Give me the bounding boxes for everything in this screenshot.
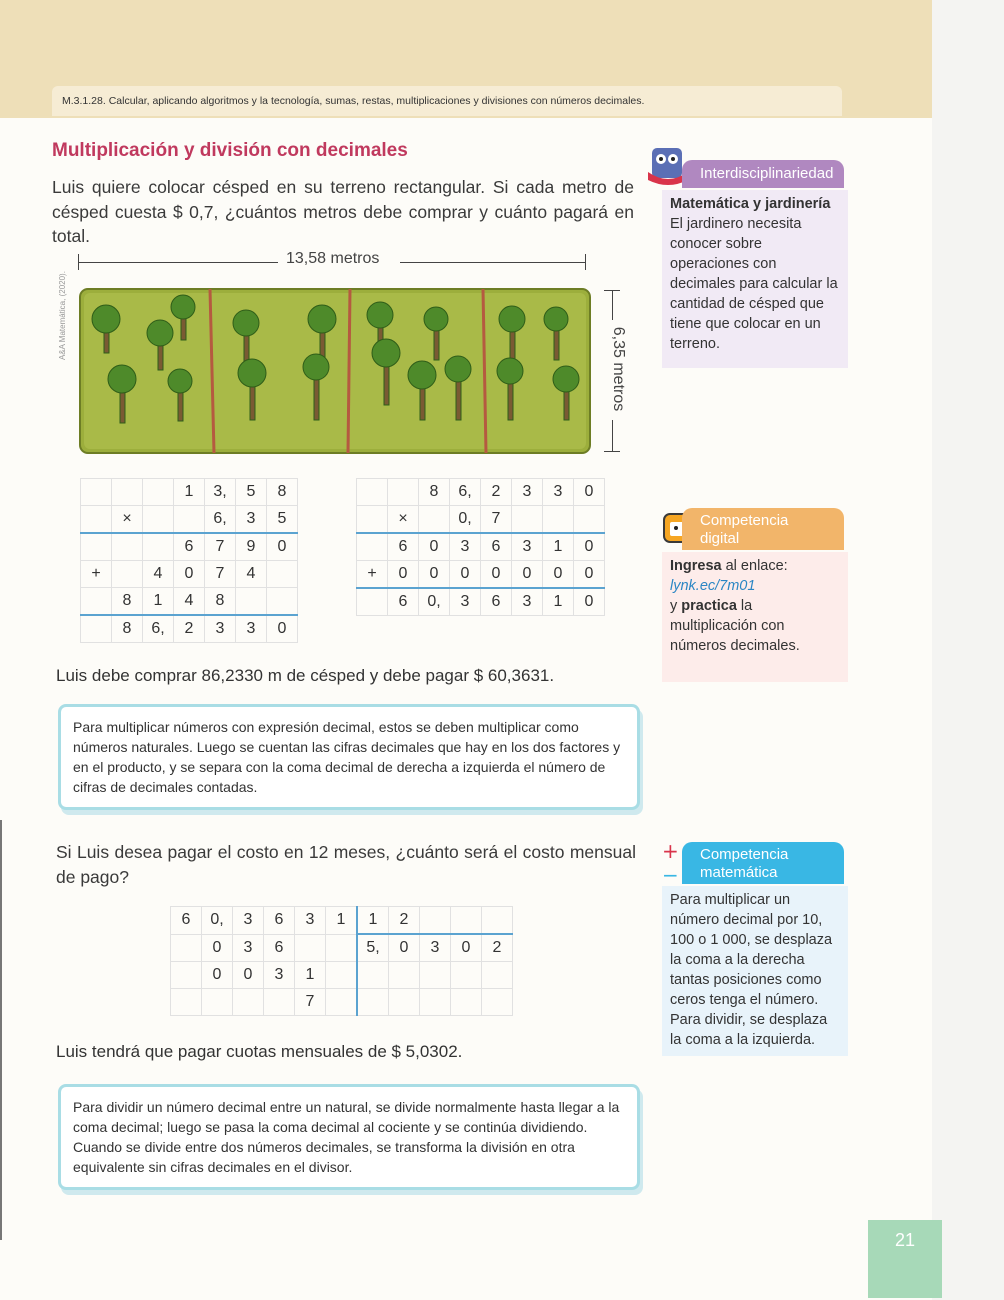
grid-cell: 0 [574, 479, 605, 506]
interdisciplinariedad-box [662, 160, 848, 370]
grid-cell: 1 [543, 588, 574, 616]
grid-cell: 6 [481, 533, 512, 561]
grid-cell [81, 479, 112, 506]
grid-cell: 3 [233, 907, 264, 935]
grid-cell: 0 [574, 588, 605, 616]
grid-cell [171, 989, 202, 1016]
grid-cell: 8 [205, 588, 236, 616]
grid-cell [482, 907, 513, 935]
grid-cell: 2 [174, 615, 205, 643]
grid-cell: 3 [236, 615, 267, 643]
grid-cell: 0 [174, 561, 205, 588]
competencia-matematica-body [662, 886, 848, 1056]
height-dimension [598, 290, 628, 452]
grid-row [81, 588, 298, 616]
grid-cell: 6 [264, 907, 295, 935]
grid-row [357, 533, 605, 561]
grid-cell: 5, [357, 934, 389, 962]
grid-cell [171, 934, 202, 962]
grid-cell [451, 989, 482, 1016]
grid-cell [543, 506, 574, 534]
grid-cell [295, 934, 326, 962]
grid-cell: 0 [574, 533, 605, 561]
page-number: 21 [868, 1220, 942, 1298]
problem-statement-2: Si Luis desea pagar el costo en 12 meses, ¿cuánto será el costo mensual de pago? [56, 842, 636, 887]
grid-cell: 3 [512, 533, 543, 561]
grid-cell [202, 989, 233, 1016]
grid-cell: 1 [357, 907, 389, 935]
competencia-digital-tag-line2: digital [700, 530, 740, 547]
grid-cell: + [81, 561, 112, 588]
grid-cell [357, 479, 388, 506]
grid-cell [419, 506, 450, 534]
problem-statement-1: Luis quiere colocar césped en su terreno rectangular. Si cada metro de césped cuesta $ 0,7, ¿cuántos metros debe comprar y cuánto pagará en total. [52, 177, 634, 246]
grid-row [171, 989, 513, 1016]
competencia-matematica-box [662, 839, 848, 1056]
multiplication-2 [356, 478, 605, 616]
grid-cell [482, 962, 513, 989]
grid-cell: 1 [295, 962, 326, 989]
grid-cell: 7 [481, 506, 512, 534]
grid-cell [326, 962, 358, 989]
width-label: 13,58 metros [286, 250, 380, 267]
grid-cell: 4 [174, 588, 205, 616]
grid-cell [143, 533, 174, 561]
grid-cell [388, 479, 419, 506]
result-1: Luis debe comprar 86,2330 m de césped y debe pagar $ 60,3631. [56, 666, 555, 685]
grid-cell: 0 [389, 934, 420, 962]
grid-cell: 0 [267, 533, 298, 561]
grid-cell: 6 [174, 533, 205, 561]
grid-cell [233, 989, 264, 1016]
grid-cell: 6 [388, 533, 419, 561]
width-dimension [78, 252, 586, 272]
grid-cell [267, 561, 298, 588]
grid-cell: 2 [482, 934, 513, 962]
grid-cell: 0, [450, 506, 481, 534]
grid-cell [264, 989, 295, 1016]
y-label: y [670, 598, 682, 614]
grid-cell: 3 [420, 934, 451, 962]
grid-cell: 0 [574, 561, 605, 589]
grid-cell: 4 [143, 561, 174, 588]
grid-cell: 6 [264, 934, 295, 962]
grid-cell [451, 962, 482, 989]
grid-cell [357, 588, 388, 616]
grid-cell: 3 [264, 962, 295, 989]
grid-cell [574, 506, 605, 534]
practica-label: practica [681, 598, 737, 614]
division-rule-2: Cuando se divide entre dos números decimales, se transforma la división en otra equivalente sin cifras decimales en el divisor. [73, 1139, 575, 1175]
grid-cell: 0 [202, 934, 233, 962]
grid-cell: 0 [202, 962, 233, 989]
grid-cell [81, 533, 112, 561]
grid-cell [326, 934, 358, 962]
grid-cell [357, 962, 389, 989]
grid-cell: 3 [512, 588, 543, 616]
competencia-matematica-tag-line1: Competencia [700, 846, 789, 863]
grid-cell [112, 533, 143, 561]
height-label: 6,35 metros [610, 326, 628, 412]
grid-cell: 0 [388, 561, 419, 589]
grid-row [81, 561, 298, 588]
grid-cell: 1 [174, 479, 205, 506]
grid-cell [420, 989, 451, 1016]
division-rule-1: Para dividir un número decimal entre un natural, se divide normalmente hasta llegar a la coma decimal; luego se pasa la coma decimal al cociente y se continúa dividiendo. [73, 1099, 620, 1135]
grid-row [357, 588, 605, 616]
grid-row [357, 561, 605, 589]
competencia-digital-body [662, 552, 848, 682]
grid-cell [420, 907, 451, 935]
grid-cell: 3 [236, 506, 267, 534]
grid-cell: 0 [481, 561, 512, 589]
grid-cell [420, 962, 451, 989]
grid-cell: 2 [389, 907, 420, 935]
competencia-matematica-tag [682, 842, 844, 884]
grid-row [81, 615, 298, 643]
grid-row [171, 962, 513, 989]
grid-cell [174, 506, 205, 534]
grid-cell: 3 [543, 479, 574, 506]
svg-text:+: + [662, 839, 679, 863]
competencia-matematica-text: Para multiplicar un número decimal por 10, 100 o 1 000, se desplaza la coma a la derecha tantas posiciones como ceros tenga el número. Para dividir, se desplaza la coma a la izquierda. [670, 892, 833, 1048]
competencia-matematica-tag-line2: matemática [700, 864, 778, 881]
grid-cell: 0 [419, 561, 450, 589]
grid-cell: × [112, 506, 143, 534]
grid-cell: 0 [233, 962, 264, 989]
grid-cell: 6 [171, 907, 202, 935]
grid-cell [143, 506, 174, 534]
grid-cell: 0 [543, 561, 574, 589]
grid-cell: 6, [205, 506, 236, 534]
grid-cell [112, 561, 143, 588]
ingresa-label: Ingresa [670, 558, 722, 574]
grid-cell: 7 [295, 989, 326, 1016]
grid-row [357, 479, 605, 506]
grid-cell: 3, [205, 479, 236, 506]
grid-cell: 7 [205, 561, 236, 588]
grid-cell: 1 [326, 907, 358, 935]
interdisciplinariedad-body [662, 190, 848, 368]
margin-line [0, 820, 2, 1240]
grid-row [81, 479, 298, 506]
grid-cell: 0 [450, 561, 481, 589]
grid-cell [482, 989, 513, 1016]
svg-text:−: − [662, 863, 679, 886]
grid-cell: 0, [202, 907, 233, 935]
grid-row [357, 506, 605, 534]
grid-cell: 9 [236, 533, 267, 561]
section-title: Multiplicación y división con decimales [52, 140, 408, 161]
practice-description: la multiplicación con números decimales. [670, 598, 800, 654]
grid-row [81, 506, 298, 534]
result-2: Luis tendrá que pagar cuotas mensuales de $ 5,0302. [56, 1042, 463, 1061]
grid-cell: 5 [267, 506, 298, 534]
grid-cell: 0 [267, 615, 298, 643]
grid-cell: 1 [543, 533, 574, 561]
grid-cell [389, 989, 420, 1016]
division-rule-box [58, 1084, 640, 1190]
grid-cell [171, 962, 202, 989]
grid-cell: 8 [112, 615, 143, 643]
competencia-digital-box [662, 508, 848, 682]
grid-cell: 8 [112, 588, 143, 616]
grid-cell: 3 [450, 588, 481, 616]
grid-cell: 3 [295, 907, 326, 935]
grid-cell: 3 [233, 934, 264, 962]
grid-cell [236, 588, 267, 616]
grid-cell: 6 [388, 588, 419, 616]
interdisciplinariedad-tag: Interdisciplinariedad [682, 160, 844, 188]
multiplication-1 [80, 478, 298, 643]
grid-cell: 1 [143, 588, 174, 616]
grid-cell: 5 [236, 479, 267, 506]
grid-cell [357, 506, 388, 534]
grid-cell: 2 [481, 479, 512, 506]
grid-cell [267, 588, 298, 616]
grid-cell: 4 [236, 561, 267, 588]
long-division [170, 906, 513, 1016]
lawn-illustration [78, 285, 592, 455]
grid-cell: × [388, 506, 419, 534]
grid-cell: 0, [419, 588, 450, 616]
curriculum-standard: M.3.1.28. Calcular, aplicando algoritmos y la tecnología, sumas, restas, multiplicaciones y divisiones con números decimales. [52, 86, 842, 116]
grid-cell [357, 533, 388, 561]
grid-cell: 6, [450, 479, 481, 506]
grid-cell: 3 [205, 615, 236, 643]
grid-cell [112, 479, 143, 506]
grid-cell: 3 [512, 479, 543, 506]
grid-row [171, 934, 513, 962]
grid-row [81, 533, 298, 561]
grid-cell [81, 615, 112, 643]
grid-cell [389, 962, 420, 989]
grid-cell: 6 [481, 588, 512, 616]
image-credit: A&A Matemática, (2020). [58, 271, 67, 360]
enlace-label: al enlace: [721, 558, 788, 574]
practice-link[interactable]: lynk.ec/7m01 [670, 578, 756, 594]
multiplication-rule-box [58, 704, 640, 810]
page-edge [932, 0, 1004, 1300]
competencia-digital-tag-line1: Competencia [700, 512, 789, 529]
grid-cell [81, 506, 112, 534]
grid-row [171, 907, 513, 935]
interdisciplinariedad-heading: Matemática y jardinería [670, 196, 831, 212]
grid-cell [357, 989, 389, 1016]
grid-cell: 0 [451, 934, 482, 962]
grid-cell: 3 [450, 533, 481, 561]
grid-cell [512, 506, 543, 534]
grid-cell: 8 [419, 479, 450, 506]
multiplication-rule: Para multiplicar números con expresión decimal, estos se deben multiplicar como números naturales. Luego se cuentan las cifras decimales que hay en los dos factores y en el producto, y se separa con la coma decimal de derecha a izquierda el número de cifras de decimales contadas. [73, 719, 621, 795]
interdisciplinariedad-text: El jardinero necesita conocer sobre operaciones con decimales para calcular la cantidad de césped que tiene que colocar en un terreno. [670, 216, 838, 352]
grid-cell [143, 479, 174, 506]
grid-cell: 0 [512, 561, 543, 589]
grid-cell: 0 [419, 533, 450, 561]
grid-cell: 8 [267, 479, 298, 506]
grid-cell: + [357, 561, 388, 589]
grid-cell: 6, [143, 615, 174, 643]
grid-cell [81, 588, 112, 616]
grid-cell: 7 [205, 533, 236, 561]
competencia-digital-tag [682, 508, 844, 550]
grid-cell [326, 989, 358, 1016]
grid-cell [451, 907, 482, 935]
